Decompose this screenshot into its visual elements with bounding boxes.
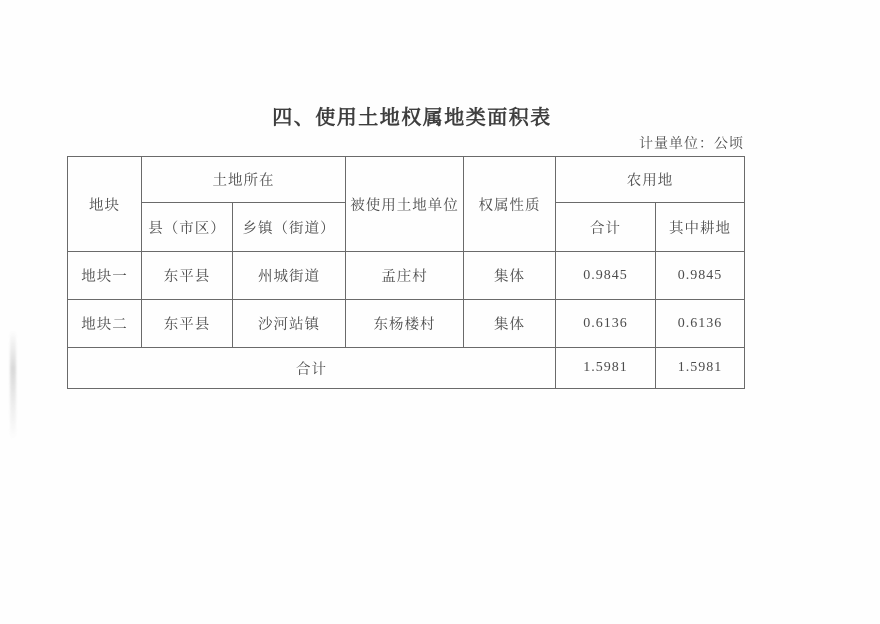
scan-artifact [10, 330, 16, 440]
cell-township: 州城街道 [233, 252, 346, 300]
cell-used-unit: 东杨楼村 [346, 300, 464, 348]
cell-used-unit: 孟庄村 [346, 252, 464, 300]
cell-county: 东平县 [142, 300, 233, 348]
header-used-unit: 被使用土地单位 [346, 157, 464, 252]
header-plot: 地块 [68, 157, 142, 252]
cell-ownership: 集体 [464, 300, 556, 348]
header-agri-total: 合计 [556, 203, 656, 252]
header-agricultural-land: 农用地 [556, 157, 745, 203]
table-total-row [68, 348, 745, 389]
page-title: 四、使用土地权属地类面积表 [272, 107, 552, 129]
total-agri-total: 1.5981 [556, 348, 656, 389]
total-agri-cultivated: 1.5981 [656, 348, 745, 389]
total-row-label: 合计 [68, 348, 556, 389]
cell-township: 沙河站镇 [233, 300, 346, 348]
cell-agri-cultivated: 0.9845 [656, 252, 745, 300]
header-row-1 [68, 157, 745, 203]
header-land-location: 土地所在 [142, 157, 346, 203]
cell-agri-total: 0.6136 [556, 300, 656, 348]
cell-plot: 地块一 [68, 252, 142, 300]
cell-agri-cultivated: 0.6136 [656, 300, 745, 348]
cell-agri-total: 0.9845 [556, 252, 656, 300]
cell-county: 东平县 [142, 252, 233, 300]
header-ownership: 权属性质 [464, 157, 556, 252]
header-agri-cultivated: 其中耕地 [656, 203, 745, 252]
header-township: 乡镇（街道） [233, 203, 346, 252]
cell-plot: 地块二 [68, 300, 142, 348]
table-row-plot-2 [68, 300, 745, 348]
table-row-plot-1 [68, 252, 745, 300]
cell-ownership: 集体 [464, 252, 556, 300]
measurement-unit-label: 计量单位：公顷 [639, 137, 744, 152]
header-county: 县（市区） [142, 203, 233, 252]
land-ownership-area-table [67, 156, 745, 389]
